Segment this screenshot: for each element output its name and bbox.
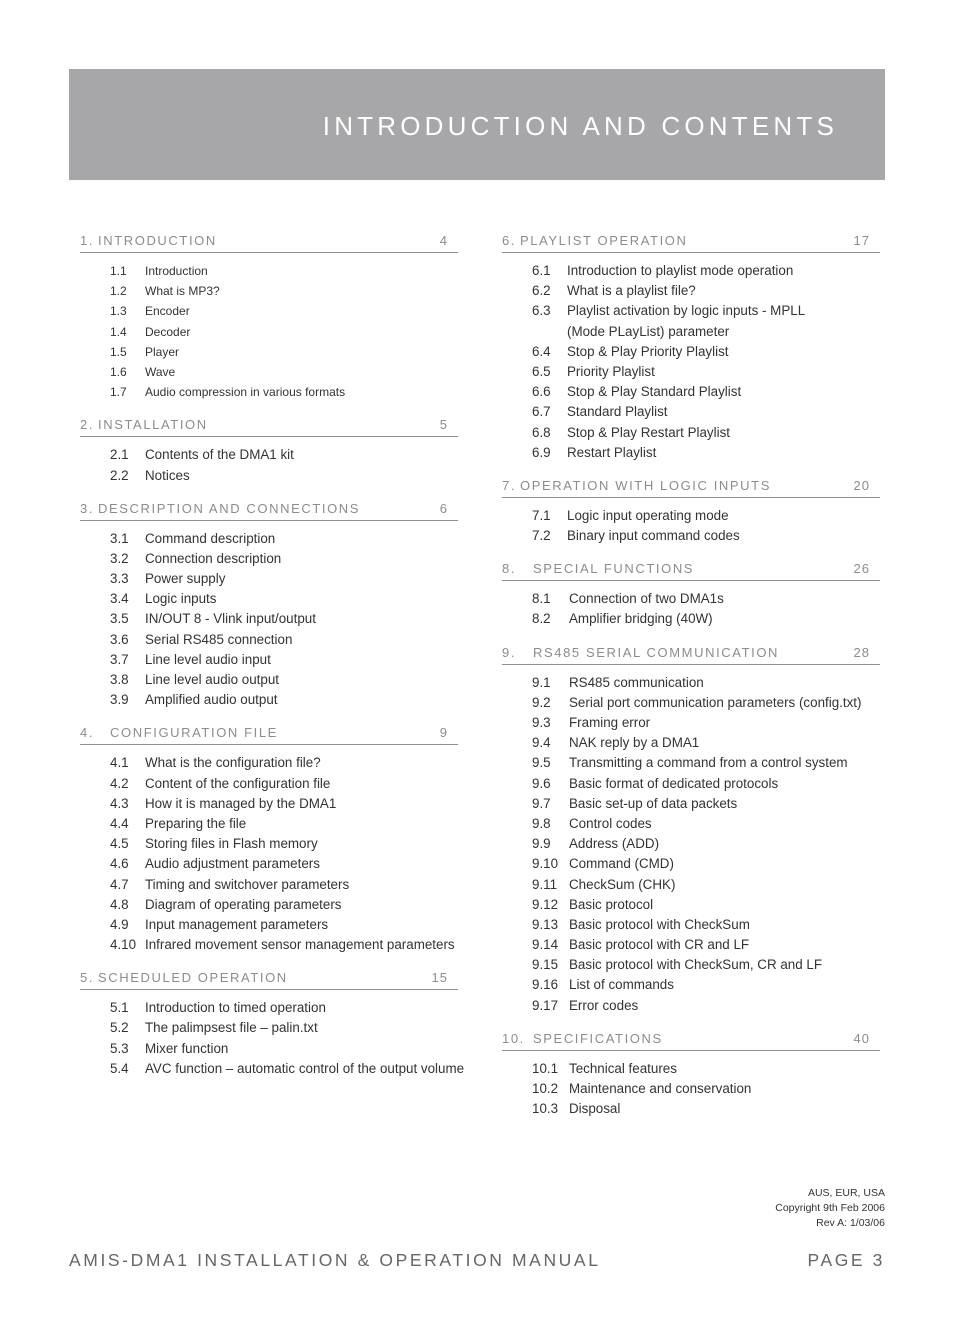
entry-number: 4.1: [110, 755, 129, 771]
entry-title: Basic protocol with CheckSum, CR and LF: [569, 957, 823, 973]
entry-number: 9.13: [532, 916, 559, 932]
entry-title: What is MP3?: [145, 284, 220, 299]
entry-number: 6.3: [532, 303, 551, 319]
entry-number: 6.9: [532, 444, 551, 460]
section-items: [502, 581, 880, 629]
entry-title: Audio adjustment parameters: [145, 856, 320, 872]
entry-title: Infrared movement sensor management parameters: [145, 937, 455, 953]
entry-title: Standard Playlist: [567, 404, 668, 420]
entry-number: 5.3: [110, 1040, 129, 1056]
header-banner: [69, 69, 885, 180]
entry-title: Serial RS485 connection: [145, 631, 293, 647]
entry-number: 9.1: [532, 674, 551, 690]
entry-title: Basic set-up of data packets: [569, 795, 738, 811]
toc-entry[interactable]: [80, 915, 458, 935]
toc-entry[interactable]: [80, 549, 458, 569]
entry-number: 1.4: [110, 324, 127, 339]
entry-number: 1.7: [110, 385, 127, 400]
entry-title: Mixer function: [145, 1040, 229, 1056]
section-title: RS485 SERIAL COMMUNICATION: [533, 644, 780, 660]
section-items: [80, 745, 458, 955]
toc-entry[interactable]: [80, 875, 458, 895]
entry-title: Introduction: [145, 264, 208, 278]
section-heading[interactable]: [502, 232, 880, 253]
toc-section: [502, 232, 880, 463]
entry-title: Introduction to timed operation: [145, 1000, 326, 1016]
toc-entry[interactable]: [502, 935, 880, 955]
revision: Rev A: 1/03/06: [816, 1217, 885, 1229]
entry-number: 9.16: [532, 977, 559, 993]
entry-title: Amplifier bridging (40W): [569, 611, 713, 627]
section-page-number: 9: [439, 725, 448, 741]
toc-entry[interactable]: [502, 753, 880, 773]
entry-number: 6.4: [532, 343, 551, 359]
entry-title: Diagram of operating parameters: [145, 896, 342, 912]
entry-number: 9.8: [532, 815, 551, 831]
entry-title: Restart Playlist: [567, 444, 657, 460]
entry-number: 4.2: [110, 775, 129, 791]
section-items: [502, 498, 880, 546]
section-title: OPERATION WITH LOGIC INPUTS: [520, 477, 771, 493]
entry-number: 6.1: [532, 263, 551, 278]
section-title: INSTALLATION: [98, 417, 208, 433]
entry-title: Storing files in Flash memory: [145, 836, 318, 852]
toc-entry[interactable]: [502, 774, 880, 794]
entry-title: Stop & Play Standard Playlist: [567, 384, 742, 400]
section-title: INTRODUCTION: [98, 233, 217, 248]
toc-left-column: [80, 232, 465, 1093]
toc-entry[interactable]: [502, 362, 880, 382]
toc-entry[interactable]: [502, 693, 880, 713]
entry-title: Basic format of dedicated protocols: [569, 775, 779, 791]
entry-number: 7.1: [532, 507, 551, 523]
toc-entry[interactable]: [80, 466, 458, 486]
entry-title: Connection of two DMA1s: [569, 591, 724, 607]
entry-number: 9.3: [532, 715, 551, 731]
section-heading[interactable]: [502, 644, 880, 665]
section-items: [80, 437, 458, 485]
entry-title: Line level audio input: [145, 651, 271, 667]
entry-number: 9.2: [532, 694, 551, 710]
section-number: 10.: [502, 1030, 525, 1046]
section-title: SPECIFICATIONS: [533, 1030, 663, 1046]
entry-title: Error codes: [569, 997, 639, 1013]
entry-title: IN/OUT 8 - Vlink input/output: [145, 611, 316, 627]
entry-title: Basic protocol: [569, 896, 654, 912]
toc-entry[interactable]: [502, 609, 880, 629]
section-page-number: 26: [853, 561, 870, 577]
section-page-number: 40: [853, 1030, 870, 1046]
toc-entry[interactable]: [80, 281, 458, 301]
entry-title: NAK reply by a DMA1: [569, 735, 700, 751]
section-items: [502, 253, 880, 463]
entry-number: 9.9: [532, 836, 551, 852]
entry-number: 2.1: [110, 447, 129, 463]
toc-entry[interactable]: [80, 834, 458, 854]
toc-section: [80, 232, 458, 402]
manual-title: AMIS-DMA1 INSTALLATION & OPERATION MANUAL: [69, 1250, 601, 1270]
section-number: 1.: [80, 233, 95, 248]
entry-title: Input management parameters: [145, 916, 329, 932]
entry-number: 3.1: [110, 530, 129, 546]
entry-title: Basic protocol with CR and LF: [569, 937, 750, 953]
entry-title: Stop & Play Restart Playlist: [567, 424, 730, 440]
entry-title: Preparing the file: [145, 815, 247, 831]
toc-entry[interactable]: [80, 382, 458, 402]
toc-entry[interactable]: [80, 342, 458, 362]
section-number: 4.: [80, 725, 95, 741]
entry-title: Contents of the DMA1 kit: [145, 447, 294, 463]
entry-number: 9.5: [532, 755, 551, 771]
toc-entry[interactable]: [502, 834, 880, 854]
toc-entry[interactable]: [80, 774, 458, 794]
entry-title: Decoder: [145, 324, 191, 339]
section-heading[interactable]: [502, 560, 880, 581]
section-title: SCHEDULED OPERATION: [98, 970, 288, 986]
entry-number: 6.6: [532, 384, 551, 400]
entry-title: Amplified audio output: [145, 692, 278, 708]
entry-number: 4.8: [110, 896, 129, 912]
toc-entry[interactable]: [502, 733, 880, 753]
entry-title: Address (ADD): [569, 836, 660, 852]
entry-number: 4.9: [110, 916, 129, 932]
toc-entry[interactable]: [502, 854, 880, 874]
entry-number: 3.4: [110, 591, 129, 607]
entry-title: Notices: [145, 467, 190, 483]
entry-title: Technical features: [569, 1060, 677, 1076]
entry-number: 5.2: [110, 1020, 129, 1036]
entry-number: 3.9: [110, 692, 129, 708]
entry-number: 3.5: [110, 611, 129, 627]
entry-title: Timing and switchover parameters: [145, 876, 350, 892]
entry-number: 1.5: [110, 344, 127, 359]
entry-number: 1.1: [110, 264, 127, 278]
entry-title: What is a playlist file?: [567, 283, 696, 299]
toc-entry[interactable]: [502, 713, 880, 733]
toc-entry[interactable]: [80, 322, 458, 342]
toc-entry[interactable]: [80, 1059, 465, 1079]
section-page-number: 17: [853, 233, 870, 248]
toc-entry[interactable]: [80, 1039, 458, 1059]
toc-entry[interactable]: [502, 814, 880, 834]
toc-entry[interactable]: [502, 589, 880, 609]
entry-title: Priority Playlist: [567, 363, 655, 379]
entry-number: 5.4: [110, 1060, 129, 1076]
entry-number: 3.7: [110, 651, 129, 667]
toc-entry[interactable]: [502, 423, 880, 443]
section-heading[interactable]: [80, 969, 458, 990]
entry-number: 3.6: [110, 631, 129, 647]
entry-number: 4.5: [110, 836, 129, 852]
section-number: 8.: [502, 561, 517, 577]
entry-number: 9.14: [532, 937, 559, 953]
entry-title: Serial port communication parameters (config.txt): [569, 694, 862, 710]
entry-title: Audio compression in various formats: [145, 385, 346, 400]
toc-entry[interactable]: [80, 753, 458, 773]
entry-number: 6.5: [532, 363, 551, 379]
section-heading[interactable]: [502, 477, 880, 498]
entry-title: Wave: [145, 364, 176, 379]
entry-number: 4.6: [110, 856, 129, 872]
entry-title: Encoder: [145, 304, 190, 319]
section-title: CONFIGURATION FILE: [110, 725, 278, 741]
section-heading[interactable]: [80, 416, 458, 437]
section-items: [502, 1051, 880, 1120]
toc-entry[interactable]: [502, 506, 880, 526]
section-items: [80, 990, 465, 1079]
toc-entry[interactable]: [80, 362, 458, 382]
entry-number: 5.1: [110, 1000, 129, 1016]
entry-number: 9.11: [532, 876, 558, 892]
toc-entry[interactable]: [80, 650, 458, 670]
entry-title: RS485 communication: [569, 674, 704, 690]
entry-number: 4.7: [110, 876, 129, 892]
entry-title: Content of the configuration file: [145, 775, 331, 791]
toc-entry[interactable]: [80, 854, 458, 874]
toc-entry[interactable]: [502, 955, 880, 975]
entry-number: 10.2: [532, 1081, 559, 1097]
section-number: 5.: [80, 970, 95, 986]
section-page-number: 20: [853, 477, 870, 493]
toc-entry[interactable]: [502, 443, 880, 463]
copyright-date: Copyright 9th Feb 2006: [775, 1202, 885, 1214]
entry-title: Stop & Play Priority Playlist: [567, 343, 729, 359]
entry-number: 8.2: [532, 611, 551, 627]
toc-entry[interactable]: [80, 261, 458, 281]
entry-number: 10.1: [532, 1060, 559, 1076]
toc-entry[interactable]: [80, 589, 458, 609]
entry-title: Power supply: [145, 571, 226, 587]
toc-entry[interactable]: [502, 261, 880, 281]
toc-section: [80, 416, 458, 485]
toc-entry[interactable]: [80, 569, 458, 589]
entry-title: How it is managed by the DMA1: [145, 795, 337, 811]
toc-entry[interactable]: [502, 895, 880, 915]
section-items: [80, 521, 458, 711]
toc-entry[interactable]: [80, 609, 458, 629]
section-page-number: 28: [853, 644, 870, 660]
entry-number: 3.3: [110, 571, 129, 587]
toc-entry[interactable]: [502, 342, 880, 362]
toc-section: [80, 969, 465, 1079]
entry-number: 4.10: [110, 937, 137, 953]
entry-title: Line level audio output: [145, 672, 280, 687]
section-number: 7.: [502, 477, 517, 493]
toc-entry[interactable]: [502, 1099, 880, 1119]
toc-entry[interactable]: [502, 794, 880, 814]
entry-number: 2.2: [110, 467, 129, 483]
toc-section: [502, 560, 880, 629]
toc-entry[interactable]: [502, 915, 880, 935]
entry-number: 9.10: [532, 856, 559, 872]
toc-section: [80, 724, 458, 955]
entry-title: Introduction to playlist mode operation: [567, 263, 794, 278]
entry-title: What is the configuration file?: [145, 755, 321, 771]
toc-entry[interactable]: [502, 673, 880, 693]
entry-title: Control codes: [569, 815, 652, 831]
toc-entry[interactable]: [80, 670, 458, 690]
entry-title: Logic input operating mode: [567, 507, 729, 523]
toc-entry[interactable]: [80, 895, 458, 915]
entry-title: Basic protocol with CheckSum: [569, 916, 750, 932]
entry-number: 6.2: [532, 283, 551, 299]
entry-title: The palimpsest file – palin.txt: [145, 1020, 318, 1036]
toc-entry[interactable]: [502, 975, 880, 995]
entry-number: 8.1: [532, 591, 551, 607]
toc-entry[interactable]: [502, 382, 880, 402]
entry-title: Transmitting a command from a control system: [569, 755, 848, 771]
toc-entry[interactable]: [502, 996, 880, 1016]
toc-entry[interactable]: [80, 630, 458, 650]
entry-title: Connection description: [145, 550, 282, 566]
copyright-block: [775, 1186, 885, 1231]
entry-number: 9.17: [532, 997, 559, 1013]
toc-section: [502, 1030, 880, 1120]
entry-number: 9.7: [532, 795, 551, 811]
section-heading[interactable]: [80, 500, 458, 521]
toc-entry[interactable]: [502, 875, 880, 895]
toc-entry[interactable]: [80, 690, 458, 710]
entry-title: AVC function – automatic control of the output volume: [145, 1060, 465, 1076]
toc-entry[interactable]: [80, 794, 458, 814]
entry-title: List of commands: [569, 977, 674, 993]
entry-title: Disposal: [569, 1101, 621, 1117]
entry-number: 9.15: [532, 957, 559, 973]
toc-right-column: [502, 232, 880, 1133]
entry-number: 4.4: [110, 815, 129, 831]
entry-number: 7.2: [532, 528, 551, 544]
toc-section: [80, 500, 458, 711]
entry-number: 1.3: [110, 304, 127, 319]
entry-title: Command (CMD): [569, 856, 674, 872]
toc-entry[interactable]: [502, 526, 880, 546]
toc-entry[interactable]: [502, 301, 880, 341]
toc-entry[interactable]: [80, 998, 458, 1018]
section-heading[interactable]: [80, 232, 458, 253]
page-number: PAGE 3: [807, 1250, 885, 1270]
page-title: INTRODUCTION AND CONTENTS: [322, 111, 838, 141]
section-page-number: 4: [439, 233, 448, 248]
toc-entry[interactable]: [80, 529, 458, 549]
toc-entry[interactable]: [80, 301, 458, 321]
entry-number: 3.8: [110, 672, 129, 687]
entry-number: 6.7: [532, 404, 551, 420]
section-number: 9.: [502, 644, 517, 660]
entry-title: Framing error: [569, 715, 651, 731]
section-page-number: 6: [439, 500, 448, 516]
entry-number: 3.2: [110, 550, 129, 566]
toc-entry[interactable]: [502, 402, 880, 422]
toc-section: [502, 644, 880, 1016]
entry-title: Binary input command codes: [567, 528, 740, 544]
entry-number: 9.4: [532, 735, 551, 751]
toc-section: [502, 477, 880, 546]
section-number: 6.: [502, 233, 517, 248]
entry-title: Playlist activation by logic inputs - MPLL (Mode PLayList) parameter: [567, 303, 805, 339]
entry-number: 9.6: [532, 775, 551, 791]
section-heading[interactable]: [80, 724, 458, 745]
section-title: SPECIAL FUNCTIONS: [533, 561, 695, 577]
entry-title: Logic inputs: [145, 591, 217, 607]
toc-entry[interactable]: [80, 1018, 458, 1038]
section-heading[interactable]: [502, 1030, 880, 1051]
entry-title: Maintenance and conservation: [569, 1081, 752, 1097]
section-items: [502, 665, 880, 1016]
toc-entry[interactable]: [80, 935, 458, 955]
entry-title: Player: [145, 344, 180, 359]
section-title: DESCRIPTION AND CONNECTIONS: [98, 500, 361, 516]
section-items: [80, 253, 458, 402]
entry-number: 4.3: [110, 795, 129, 811]
toc-entry[interactable]: [502, 1079, 880, 1099]
section-page-number: 15: [431, 970, 448, 986]
entry-number: 10.3: [532, 1101, 559, 1117]
toc-entry[interactable]: [502, 1059, 880, 1079]
copyright-regions: AUS, EUR, USA: [807, 1187, 885, 1199]
section-page-number: 5: [439, 417, 448, 433]
toc-entry[interactable]: [80, 445, 458, 465]
entry-number: 6.8: [532, 424, 551, 440]
toc-entry[interactable]: [80, 814, 458, 834]
section-number: 3.: [80, 500, 95, 516]
entry-title: CheckSum (CHK): [569, 876, 676, 892]
entry-number: 1.2: [110, 284, 127, 299]
entry-number: 1.6: [110, 364, 127, 379]
section-title: PLAYLIST OPERATION: [520, 233, 688, 248]
entry-number: 9.12: [532, 896, 559, 912]
toc-entry[interactable]: [502, 281, 880, 301]
section-number: 2.: [80, 417, 95, 433]
entry-title: Command description: [145, 530, 276, 546]
